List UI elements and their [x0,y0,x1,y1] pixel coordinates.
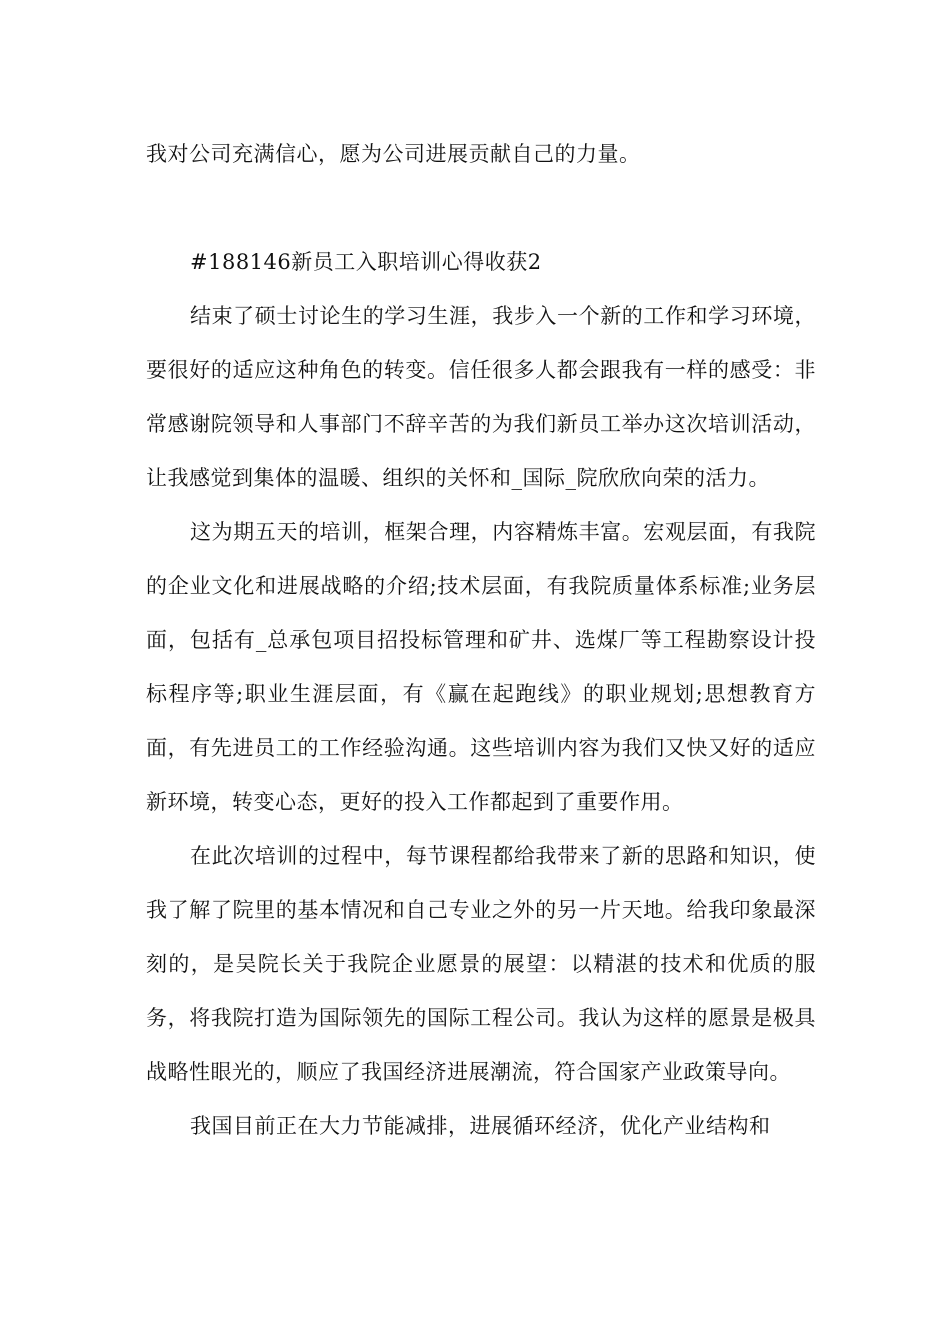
paragraph-3: 在此次培训的过程中，每节课程都给我带来了新的思路和知识，使我了解了院里的基本情况和自己专业之外的另一片天地。给我印象最深刻的，是吴院长关于我院企业愿景的展望：以精湛的技术和优质的服务，将我院打造为国际领先的国际工程公司。我认为这样的愿景是极具战略性眼光的，顺应了我国经济进展潮流，符合国家产业政策导向。 [146,844,816,1084]
section-heading: #188146新员工入职培训心得收获2 [190,250,542,274]
paragraph-2: 这为期五天的培训，框架合理，内容精炼丰富。宏观层面，有我院的企业文化和进展战略的介绍;技术层面，有我院质量体系标准;业务层面，包括有_总承包项目招投标管理和矿井、选煤厂等工程勘察设计投标程序等;职业生涯层面，有《赢在起跑线》的职业规划;思想教育方面，有先进员工的工作经验沟通。这些培训内容为我们又快又好的适应新环境，转变心态，更好的投入工作都起到了重要作用。 [146,520,816,814]
paragraph-1: 结束了硕士讨论生的学习生涯，我步入一个新的工作和学习环境，要很好的适应这种角色的转变。信任很多人都会跟我有一样的感受：非常感谢院领导和人事部门不辞辛苦的为我们新员工举办这次培训活动，让我感觉到集体的温暖、组织的关怀和_国际_院欣欣向荣的活力。 [146,304,816,490]
paragraph-4: 我国目前正在大力节能减排，进展循环经济，优化产业结构和 [190,1114,771,1138]
intro-line: 我对公司充满信心，愿为公司进展贡献自己的力量。 [146,142,641,166]
document-body [146,127,816,1153]
